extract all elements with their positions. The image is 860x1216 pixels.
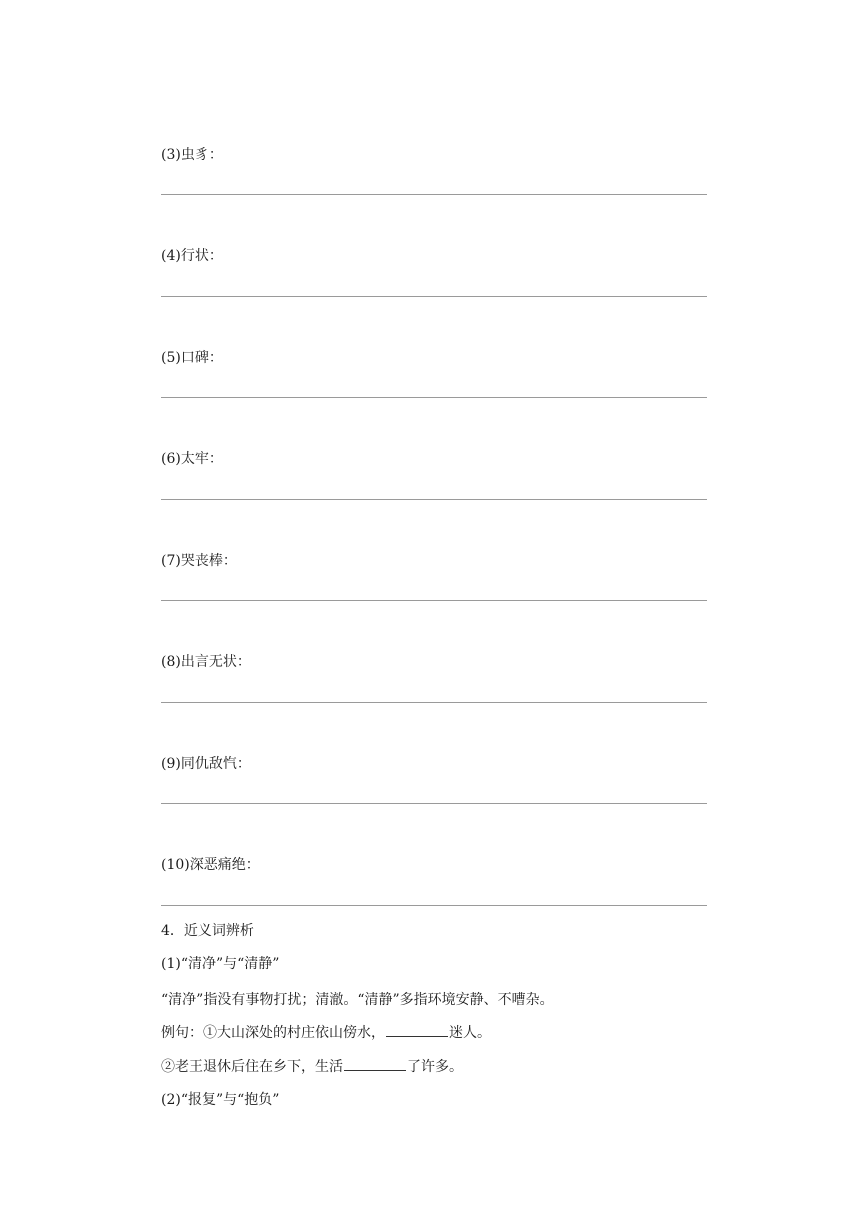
answer-line[interactable]: [161, 296, 707, 297]
definition-text: “清净”指没有事物打扰；清澈。“清静”多指环境安静、不嘈杂。: [161, 992, 554, 1008]
fill-blank[interactable]: [386, 1024, 448, 1037]
vocab-item-label: (3)虫豸：: [161, 147, 223, 163]
vocab-item-label: (9)同仇敌忾：: [161, 756, 251, 772]
answer-line[interactable]: [161, 600, 707, 601]
vocab-item-label: (6)太牢：: [161, 451, 223, 467]
example-text: 迷人。: [449, 1025, 491, 1041]
vocab-item-label: (8)出言无状：: [161, 654, 251, 670]
answer-line[interactable]: [161, 397, 707, 398]
example-text: 了许多。: [407, 1059, 463, 1075]
subsection-title: (2)“报复”与“抱负”: [161, 1092, 280, 1108]
section-heading: 4．近义词辨析: [161, 923, 254, 939]
example-sentence-1: [161, 1024, 491, 1042]
subsection-title: (1)“清净”与“清静”: [161, 956, 280, 972]
vocab-item-label: (4)行状：: [161, 248, 223, 264]
answer-line[interactable]: [161, 194, 707, 195]
answer-line[interactable]: [161, 702, 707, 703]
vocab-item-label: (7)哭丧棒：: [161, 553, 237, 569]
answer-line[interactable]: [161, 499, 707, 500]
answer-line[interactable]: [161, 803, 707, 804]
example-sentence-2: [161, 1058, 463, 1076]
vocab-item-label: (5)口碑：: [161, 350, 223, 366]
fill-blank[interactable]: [344, 1058, 406, 1071]
answer-line[interactable]: [161, 905, 707, 906]
vocab-item-label: (10)深恶痛绝：: [161, 857, 260, 873]
example-text: ②老王退休后住在乡下，生活: [161, 1059, 343, 1075]
example-text: 例句：①大山深处的村庄依山傍水，: [161, 1025, 385, 1041]
